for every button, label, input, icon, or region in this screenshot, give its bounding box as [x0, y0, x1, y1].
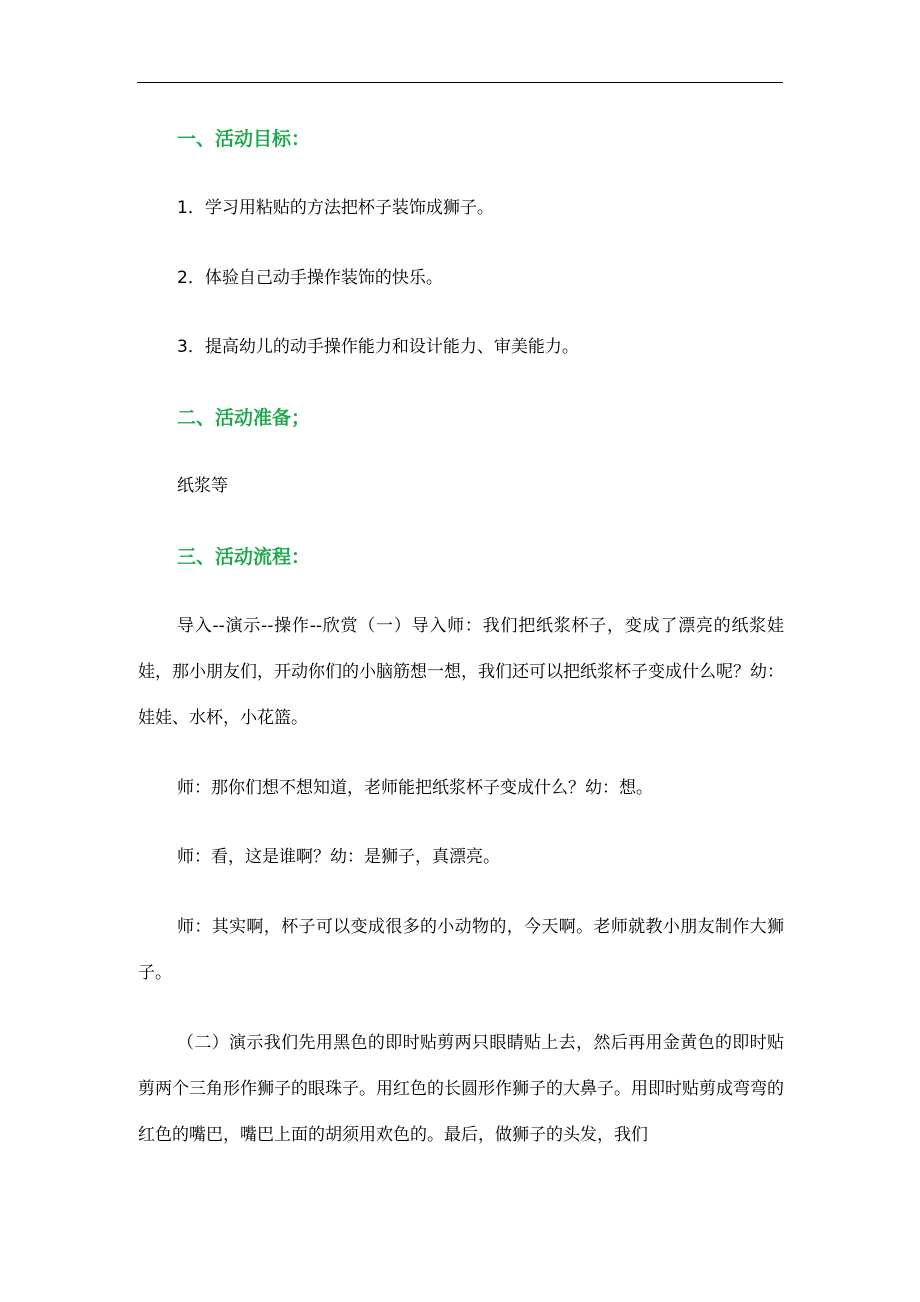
preparation-text: 纸浆等 [177, 476, 228, 496]
process-paragraph-demo: （二）演示我们先用黑色的即时贴剪两只眼睛贴上去，然后再用金黄色的即时贴剪两个三角形作狮子的眼珠子。用红色的长圆形作狮子的大鼻子。用即时贴剪成弯弯的红色的嘴巴，嘴巴上面的胡须用欢色的。最后，做狮子的头发，我们 [138, 1033, 784, 1145]
process-paragraph-dialogue-2: 师：看，这是谁啊？幼：是狮子，真漂亮。 [177, 847, 500, 867]
header-rule [137, 82, 783, 83]
process-paragraph-intro: 导入--演示--操作--欣赏（一）导入师：我们把纸浆杯子，变成了漂亮的纸浆娃娃，那小朋友们，开动你们的小脑筋想一想，我们还可以把纸浆杯子变成什么呢？幼：娃娃、水杯，小花篮。 [138, 616, 784, 728]
section-heading-preparation: 二、活动准备； [177, 407, 311, 429]
section-heading-goals: 一、活动目标： [177, 128, 311, 150]
section-heading-process: 三、活动流程： [177, 546, 311, 568]
goal-item-2: 2．体验自己动手操作装饰的快乐。 [177, 268, 443, 288]
process-paragraph-dialogue-3: 师：其实啊，杯子可以变成很多的小动物的，今天啊。老师就教小朋友制作大狮子。 [138, 917, 784, 983]
goal-item-3: 3．提高幼儿的动手操作能力和设计能力、审美能力。 [177, 337, 579, 357]
process-paragraph-dialogue-1: 师：那你们想不想知道，老师能把纸浆杯子变成什么？幼：想。 [177, 778, 653, 798]
goal-item-1: 1．学习用粘贴的方法把杯子装饰成狮子。 [177, 198, 494, 218]
